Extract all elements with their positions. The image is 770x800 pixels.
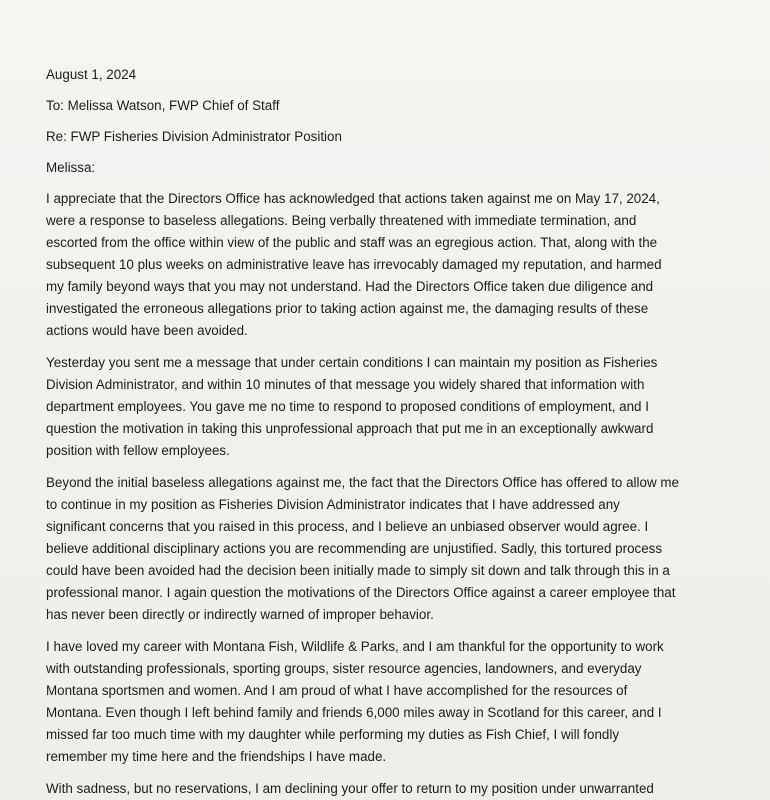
text-line: with outstanding professionals, sporting groups, sister resource agencies, landowners, and everyday bbox=[46, 661, 642, 676]
text-line: position with fellow employees. bbox=[46, 443, 230, 458]
text-line: Division Administrator, and within 10 minutes of that message you widely shared that information with bbox=[46, 377, 645, 392]
text-line: to continue in my position as Fisheries Division Administrator indicates that I have addressed any bbox=[46, 497, 620, 512]
text-line: investigated the erroneous allegations prior to taking action against me, the damaging results of these bbox=[46, 301, 649, 316]
text-line: were a response to baseless allegations. Being verbally threatened with immediate termination, and bbox=[46, 213, 637, 228]
text-line: escorted from the office within view of the public and staff was an egregious action. That, along with the bbox=[46, 235, 658, 250]
text-line: question the motivation in taking this unprofessional approach that put me in an exceptionally awkward bbox=[46, 421, 654, 436]
text-line: significant concerns that you raised in this process, and I believe an unbiased observer would agree. I bbox=[46, 519, 649, 534]
text-line: could have been avoided had the decision been initially made to simply sit down and talk through this in a bbox=[46, 563, 670, 578]
text-line: department employees. You gave me no time to respond to proposed conditions of employment, and I bbox=[46, 399, 649, 414]
text-line: actions would have been avoided. bbox=[46, 323, 248, 338]
text-line: Montana sportsmen and women. And I am proud of what I have accomplished for the resources of bbox=[46, 683, 628, 698]
letter-body bbox=[46, 64, 736, 800]
paragraph-5 bbox=[46, 778, 736, 800]
letter-salutation: Melissa: bbox=[46, 160, 96, 175]
paragraph-2 bbox=[46, 352, 736, 462]
text-line: missed far too much time with my daughter while performing my duties as Fish Chief, I will fondly bbox=[46, 727, 620, 742]
text-line: With sadness, but no reservations, I am declining your offer to return to my position under unwarranted bbox=[46, 781, 654, 796]
text-line: Beyond the initial baseless allegations against me, the fact that the Directors Office has offered to allow me bbox=[46, 475, 679, 490]
text-line: remember my time here and the friendships I have made. bbox=[46, 749, 387, 764]
text-line: I have loved my career with Montana Fish, Wildlife & Parks, and I am thankful for the opportunity to work bbox=[46, 639, 664, 654]
text-line: my family beyond ways that you may not understand. Had the Directors Office taken due diligence and bbox=[46, 279, 654, 294]
text-line: Yesterday you sent me a message that under certain conditions I can maintain my position as Fisheries bbox=[46, 355, 658, 370]
letter-subject: Re: FWP Fisheries Division Administrator Position bbox=[46, 129, 342, 144]
letter-date: August 1, 2024 bbox=[46, 67, 137, 82]
text-line: Montana. Even though I left behind family and friends 6,000 miles away in Scotland for this career, and I bbox=[46, 705, 662, 720]
paragraph-1 bbox=[46, 188, 736, 342]
text-line: subsequent 10 plus weeks on administrative leave has irrevocably damaged my reputation, and harmed bbox=[46, 257, 662, 272]
paragraph-3 bbox=[46, 472, 736, 626]
text-line: professional manor. I again question the motivations of the Directors Office against a career employee that bbox=[46, 585, 676, 600]
paragraph-4 bbox=[46, 636, 736, 768]
text-line: I appreciate that the Directors Office has acknowledged that actions taken against me on May 17, 2024, bbox=[46, 191, 660, 206]
letter-recipient: To: Melissa Watson, FWP Chief of Staff bbox=[46, 98, 280, 113]
text-line: has never been directly or indirectly warned of improper behavior. bbox=[46, 607, 434, 622]
text-line: believe additional disciplinary actions you are recommending are unjustified. Sadly, this tortured process bbox=[46, 541, 663, 556]
